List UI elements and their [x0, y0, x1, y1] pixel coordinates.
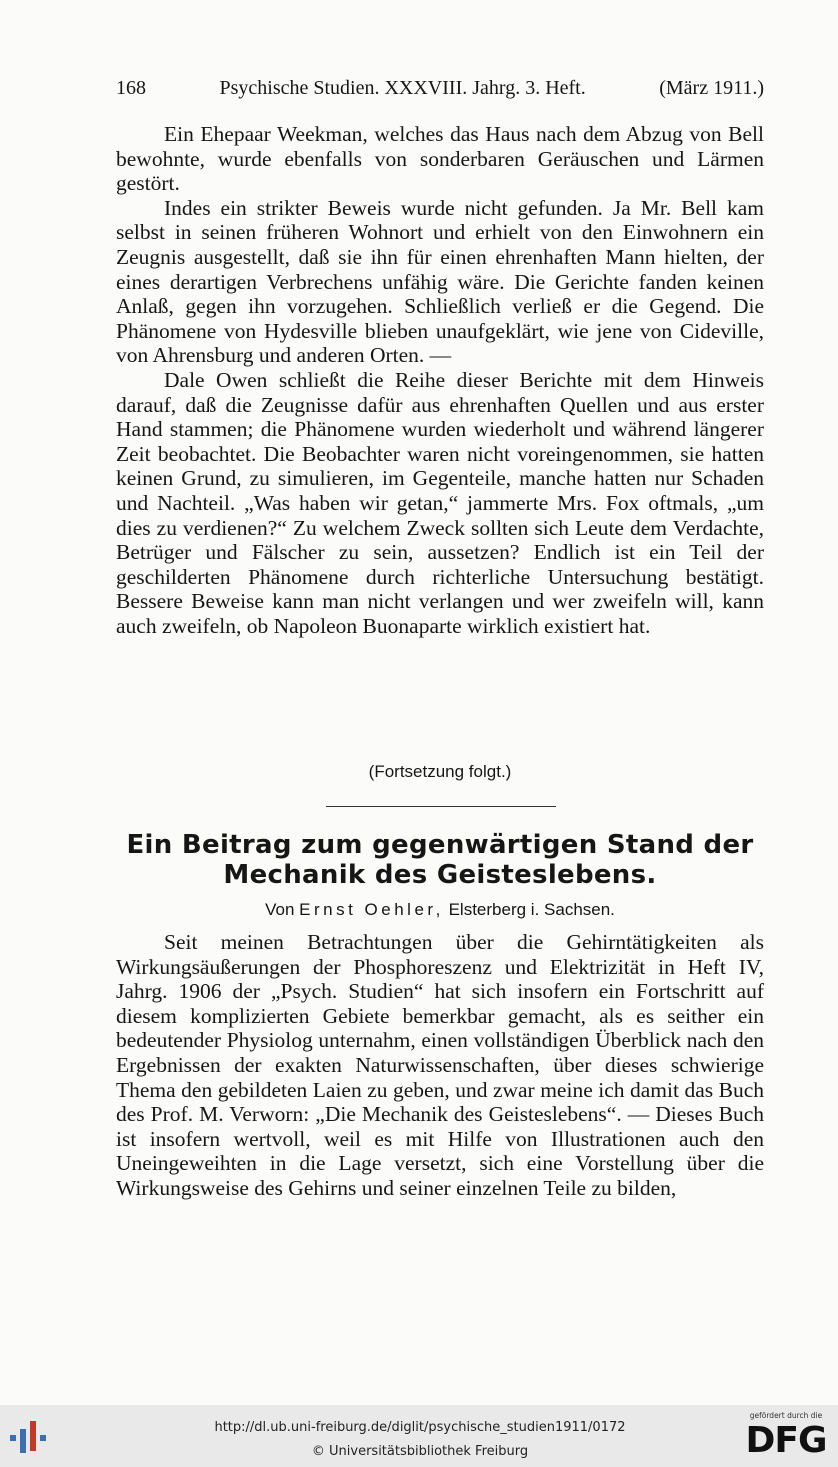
article-title: Ein Beitrag zum gegenwärtigen Stand der Mechanik des Geisteslebens.: [126, 830, 754, 890]
author-place: Elsterberg i. Sachsen.: [448, 900, 615, 919]
article-body: [116, 930, 764, 1201]
funding-note: gefördert durch die: [749, 1411, 823, 1420]
issue-date: (März 1911.): [659, 77, 764, 99]
byline-prefix: Von: [265, 900, 295, 919]
viewer-footer: [0, 1405, 838, 1467]
paragraph: Seit meinen Betrachtungen über die Gehirntätigkeiten als Wirkungsäußerungen der Phosphoreszenz und Elektrizität in Heft IV, Jahrg. 1906 der „Psych. Studien“ hat sich insofern ein Fortschritt auf diesem komplizierten Gebiete bemerkbar gemacht, als es seither ein bedeutender Physiolog unternahm, einen vollständigen Überblick nach den Ergebnissen der exakten Naturwissenschaften, über dieses schwierige Thema den gebildeten Laien zu geben, und zwar meine ich damit das Buch des Prof. M. Verworn: „Die Mechanik des Geisteslebens“. — Dieses Buch ist insofern wertvoll, weil es mit Hilfe von Illustrationen auch den Uneingeweihten in die Lage versetzt, sich eine Vorstellung über die Wirkungsweise des Gehirns und seiner einzelnen Teile zu bilden,: [116, 930, 764, 1200]
paragraph: Indes ein strikter Beweis wurde nicht gefunden. Ja Mr. Bell kam selbst in seinen früheren Wohnort und erhielt von den Einwohnern ein Zeugnis ausgestellt, daß sie ihn für einen ehrenhaften Mann hielten, der eines derartigen Verbrechens unfähig wäre. Die Gerichte fanden keinen Anlaß, gegen ihn vorzugehen. Schließlich verließ er die Gegend. Die Phänomene von Hydesville blieben unaufgeklärt, wie jene von Cideville, von Ahrensburg und anderen Orten. —: [116, 195, 764, 368]
page-number: 168: [116, 77, 146, 99]
byline: [116, 898, 764, 922]
continued-note: (Fortsetzung folgt.): [368, 762, 512, 781]
dfg-logo: DFG: [745, 1420, 827, 1461]
source-url-link[interactable]: http://dl.ub.uni-freiburg.de/diglit/psychische_studien1911/0172: [214, 1420, 626, 1435]
paragraph: Ein Ehepaar Weekman, welches das Haus nach dem Abzug von Bell bewohnte, wurde ebenfalls von sonderbaren Geräuschen und Lärmen gestört.: [116, 122, 764, 196]
continued-article-text: [116, 122, 764, 638]
section-divider: [326, 806, 556, 807]
library-logo-icon: [8, 1419, 52, 1457]
paragraph: Dale Owen schließt die Reihe dieser Berichte mit dem Hinweis darauf, daß die Zeugnisse dafür aus ehrenhaften Quellen und aus erster Hand stammen; die Phänomene wurden wiederholt und während längerer Zeit beobachtet. Die Beobachter waren nicht voreingenommen, sie hatten keinen Grund, zu simulieren, im Gegenteile, manche hatten nur Schaden und Nachteil. „Was haben wir getan,“ jammerte Mrs. Fox oftmals, „um dies zu verdienen?“ Zu welchem Zweck sollten sich Leute dem Verdachte, Betrüger und Fälscher zu sein, aussetzen? Endlich ist ein Teil der geschilderten Phänomene durch richterliche Untersuchung bestätigt. Bessere Beweise kann man nicht verlangen und wer zweifeln will, kann auch zweifeln, ob Napoleon Buonaparte wirklich existiert hat.: [116, 367, 764, 638]
copyright-notice: © Universitätsbibliothek Freiburg: [311, 1444, 529, 1459]
author-name: Ernst Oehler,: [299, 900, 444, 919]
running-header: [116, 76, 764, 100]
running-title: Psychische Studien. XXXVIII. Jahrg. 3. Heft.: [219, 77, 586, 99]
